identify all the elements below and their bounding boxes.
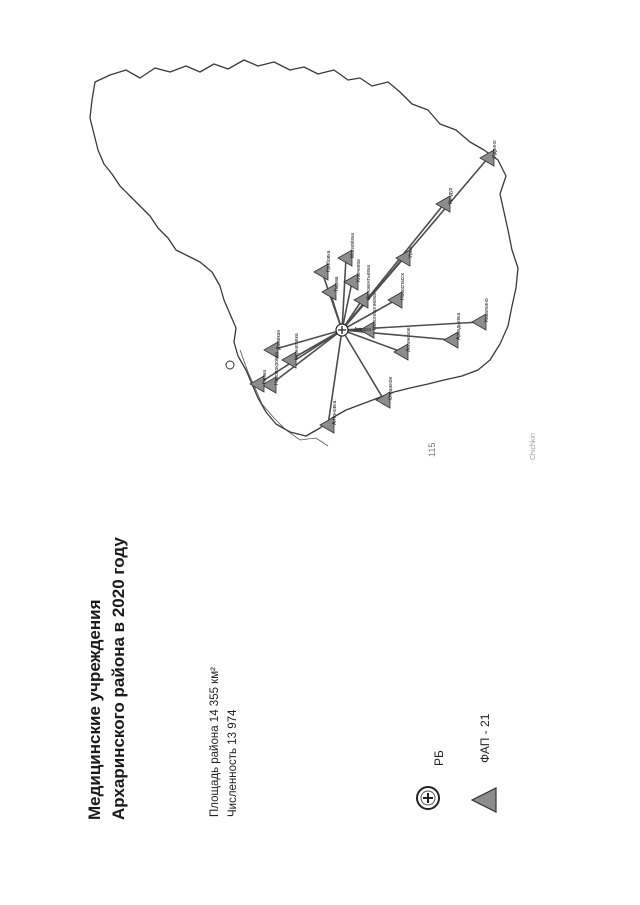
settlement-label: Кундур — [448, 187, 454, 204]
settlement-label: Домикан — [276, 329, 282, 350]
settlement-label: Иннокентьевка — [366, 264, 372, 300]
settlement-label: Ключевое — [356, 258, 362, 282]
settlement-label: Новоспасск — [400, 273, 406, 300]
legend-fap-label: ФАП - 21 — [478, 713, 492, 763]
center-label: Архара — [354, 327, 371, 333]
settlement-label: Могилёвка — [350, 232, 356, 258]
settlement-label: Новогеоргиевка — [372, 293, 378, 330]
settlement-label: Ленинское — [406, 327, 412, 352]
settlement-label: Аркадьевка — [456, 312, 462, 340]
link-line — [258, 330, 342, 384]
page-number: 115 — [427, 442, 437, 457]
settlement-label: Гонжа — [262, 369, 268, 384]
title-line-2: Архаринского района в 2020 году — [109, 537, 128, 820]
signature-mark: Chichkin — [530, 433, 537, 460]
settlement-label: Отважное — [388, 376, 394, 400]
settlement-label: Антоновка — [332, 400, 338, 425]
central-hospital-marker — [336, 324, 348, 336]
settlement-circle — [226, 361, 234, 369]
settlement-label: Ядрино — [492, 140, 498, 158]
district-area: Площадь района 14 355 км² — [209, 667, 221, 817]
title-line-1: Медицинские учреждения — [85, 599, 104, 820]
link-line — [342, 330, 384, 400]
fap-markers — [250, 140, 498, 433]
district-border — [90, 60, 518, 436]
settlement-label: Урил — [408, 246, 414, 258]
settlement-label: Касаткино — [484, 298, 490, 322]
settlement-label: Тырма — [334, 276, 340, 292]
settlement-label: Черниговка — [294, 333, 300, 360]
settlement-label: Грибовка — [326, 250, 332, 272]
district-population: Численность 13 974 — [227, 709, 239, 817]
legend-hospital-label: РБ — [432, 750, 446, 766]
settlement-label: Новопокровка — [274, 352, 280, 385]
link-line — [272, 330, 342, 350]
